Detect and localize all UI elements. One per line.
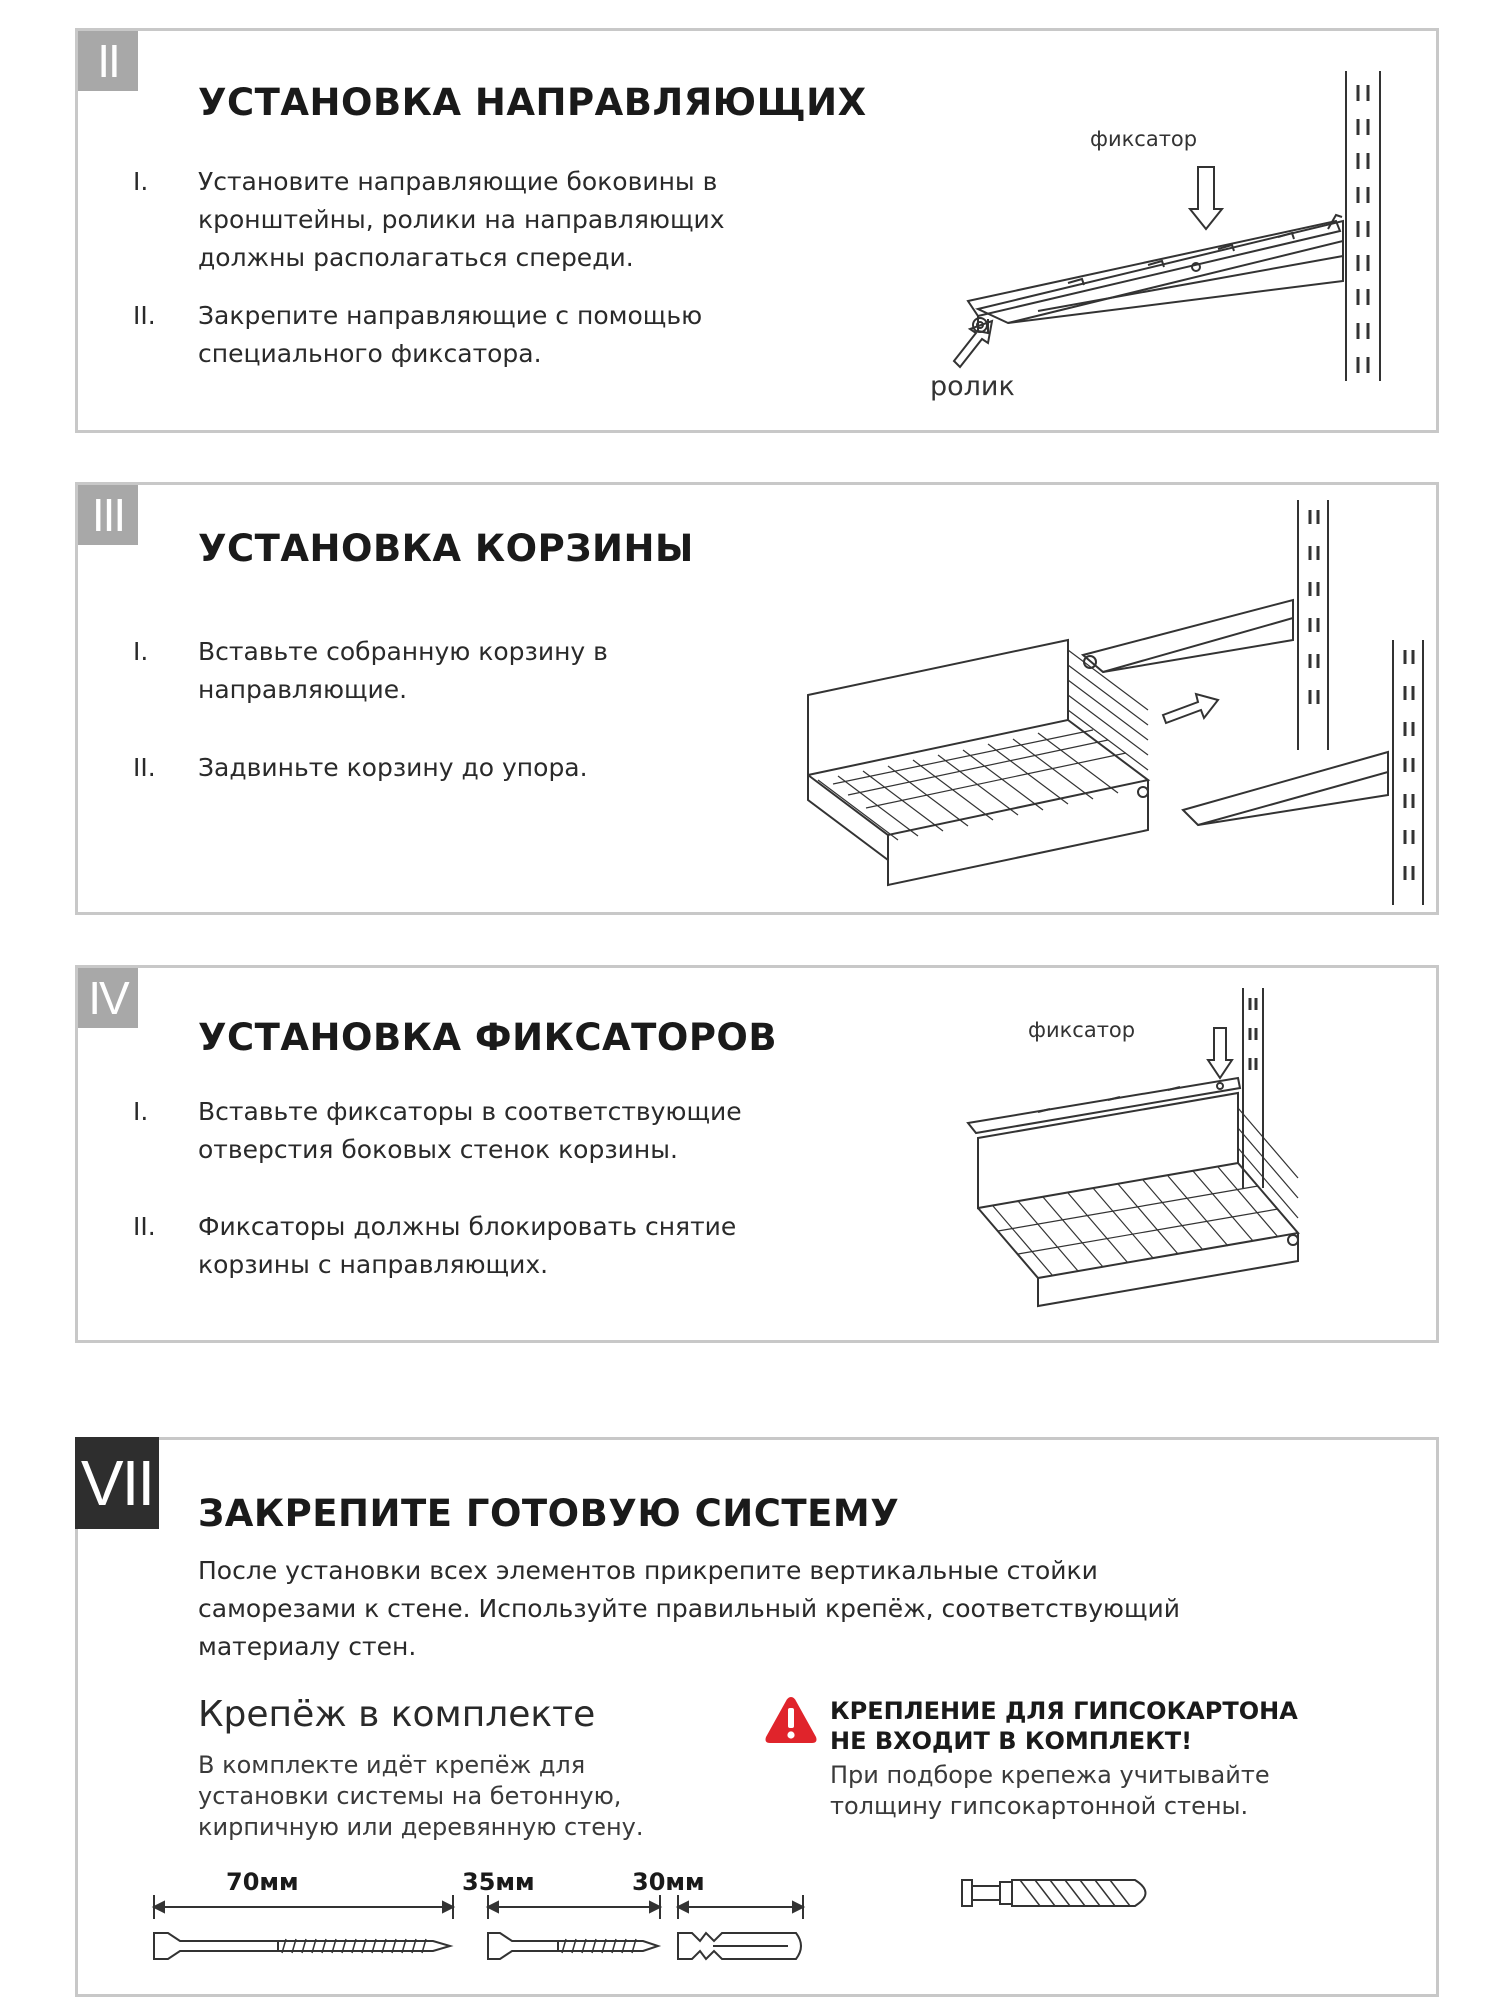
section-badge: III <box>78 485 138 545</box>
step-number: II. <box>133 753 156 782</box>
roller-label: ролик <box>930 371 1015 402</box>
step-text: Вставьте фиксаторы в соответствующие отверстия боковых стенок корзины. <box>198 1097 742 1164</box>
dimension-label-35mm: 35мм <box>462 1868 535 1896</box>
step-text: Задвиньте корзину до упора. <box>198 753 588 782</box>
step-text: Закрепите направляющие с помощью специального фиксатора. <box>198 301 703 368</box>
section-fix-system <box>75 1437 1439 1997</box>
warning-text: При подборе крепежа учитывайте толщину гипсокартонной стены. <box>830 1761 1270 1820</box>
step-text: Вставьте собранную корзину в направляющие. <box>198 637 608 704</box>
step-text: Фиксаторы должны блокировать снятие корзины с направляющих. <box>198 1212 737 1279</box>
section-badge: VII <box>75 1437 159 1529</box>
section-title: УСТАНОВКА ФИКСАТОРОВ <box>198 1016 778 1059</box>
step-number: II. <box>133 301 156 330</box>
section-install-fixators <box>75 965 1439 1343</box>
basket-insert-diagram <box>778 490 1438 910</box>
section-install-basket <box>75 482 1439 915</box>
fixator-diagram <box>958 988 1358 1318</box>
drywall-anchor-icon <box>960 1868 1160 1918</box>
fixator-label: фиксатор <box>1090 127 1198 151</box>
section-title: УСТАНОВКА НАПРАВЛЯЮЩИХ <box>198 81 867 124</box>
step-text: Установите направляющие боковины в кронштейны, ролики на направляющих должны располагаться спереди. <box>198 167 725 272</box>
step-number: I. <box>133 167 149 196</box>
kit-description: В комплекте идёт крепёж для установки системы на бетонную, кирпичную или деревянную стену. <box>198 1751 644 1841</box>
fixator-label: фиксатор <box>1028 1018 1136 1042</box>
section-badge: II <box>78 31 138 91</box>
step-number: II. <box>133 1212 156 1241</box>
section-install-guides <box>75 28 1439 433</box>
warning-icon <box>763 1694 819 1746</box>
kit-title: Крепёж в комплекте <box>198 1694 596 1735</box>
step-number: I. <box>133 1097 149 1126</box>
section-title: ЗАКРЕПИТЕ ГОТОВУЮ СИСТЕМУ <box>198 1492 900 1535</box>
warning-heading: КРЕПЛЕНИЕ ДЛЯ ГИПСОКАРТОНА НЕ ВХОДИТ В КОМПЛЕКТ! <box>830 1697 1298 1755</box>
section-title: УСТАНОВКА КОРЗИНЫ <box>198 527 694 570</box>
dimension-label-30mm: 30мм <box>632 1868 705 1896</box>
step-number: I. <box>133 637 149 666</box>
section-badge: IV <box>78 968 138 1028</box>
fasteners-diagram <box>138 1895 818 1985</box>
bracket-diagram <box>948 71 1408 391</box>
dimension-label-70mm: 70мм <box>226 1868 299 1896</box>
intro-text: После установки всех элементов прикрепите вертикальные стойки саморезами к стене. Используйте правильный крепёж, соответствующий материалу стен. <box>198 1556 1181 1661</box>
